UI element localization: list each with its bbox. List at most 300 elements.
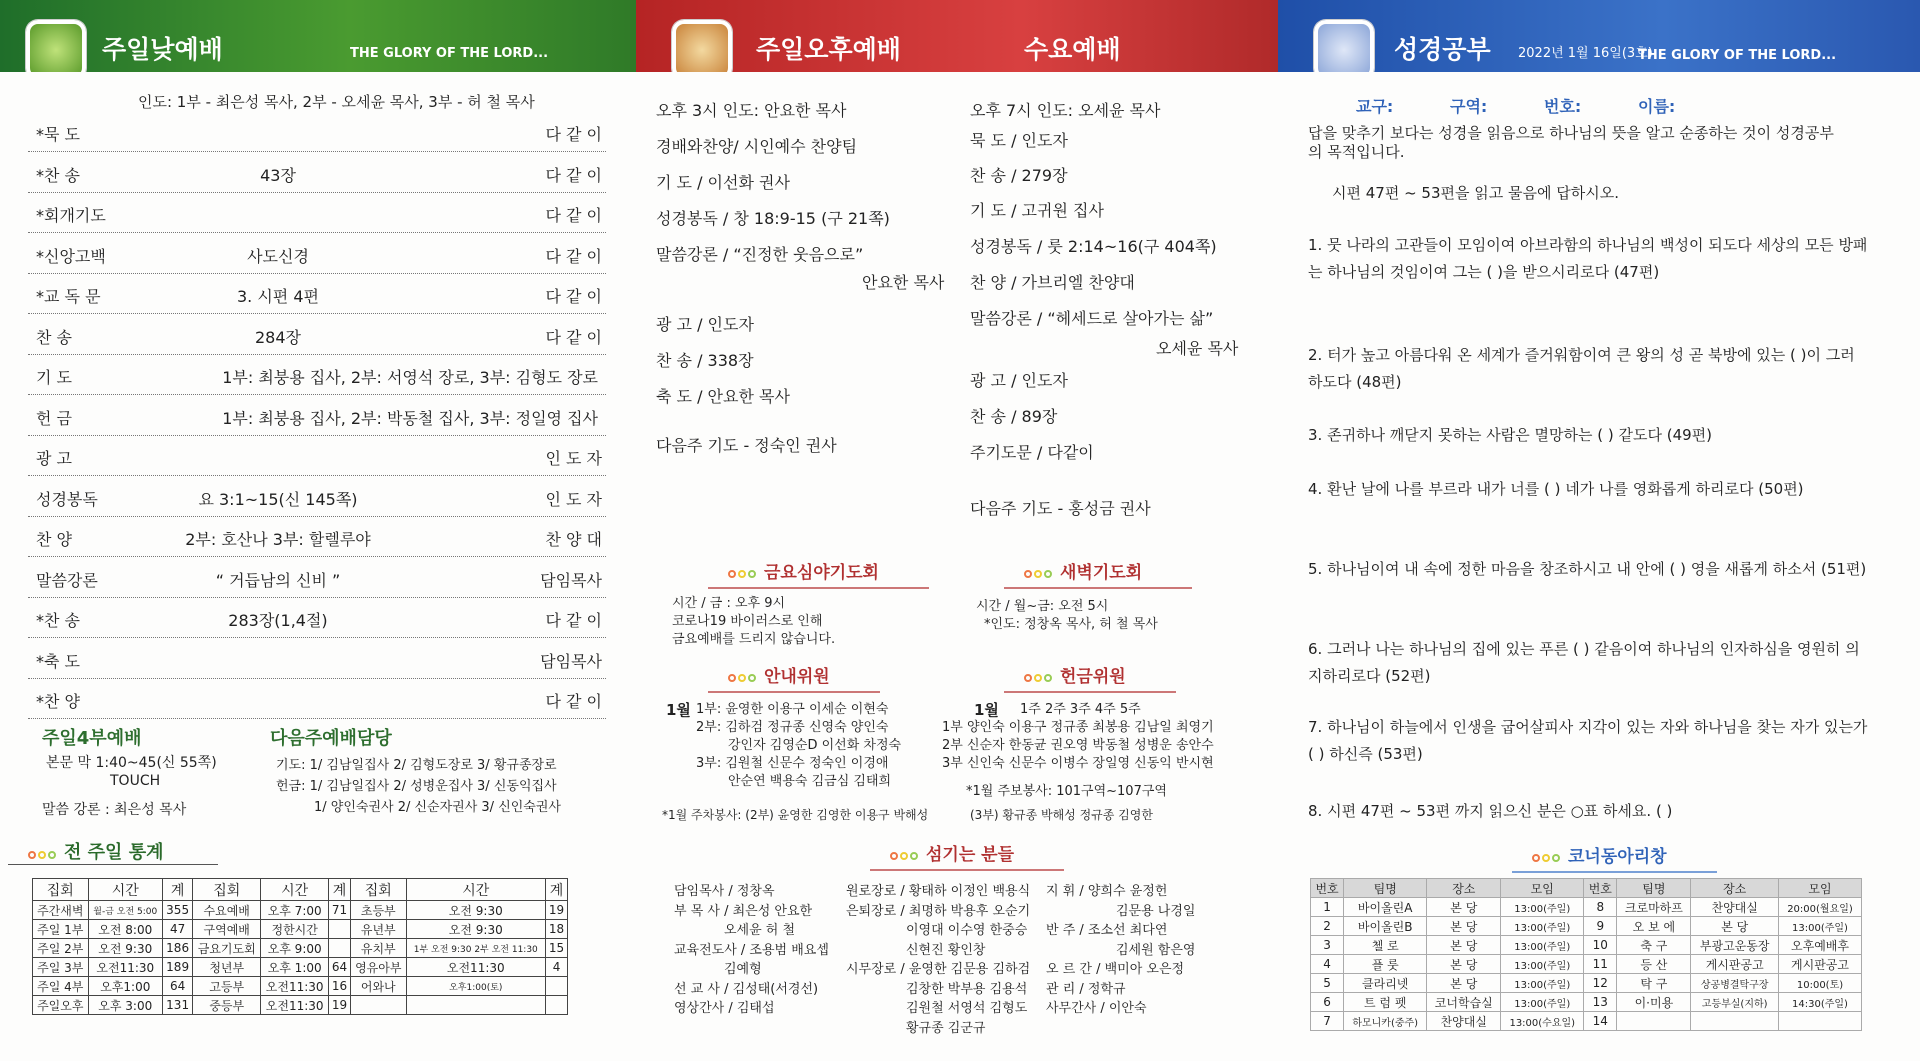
- stats-table: [32, 878, 568, 1015]
- table-cell: 64: [329, 958, 351, 977]
- table-cell: 6: [1311, 993, 1344, 1012]
- row-leader: 다 같 이: [545, 287, 602, 306]
- table-cell: 16: [329, 977, 351, 996]
- table-cell: 유년부: [351, 920, 407, 939]
- dots-icon: [28, 843, 58, 864]
- table-cell: 오전11:30: [261, 977, 329, 996]
- table-cell: 13: [1584, 993, 1617, 1012]
- s4-title: 주일4부예배: [42, 728, 142, 749]
- question: 3. 존귀하나 깨닫지 못하는 사람은 멸망하는 ( ) 같도다 (49편): [1308, 426, 1713, 444]
- table-cell: 계: [163, 879, 193, 901]
- row-leader: 다 같 이: [545, 165, 602, 185]
- study-subtitle: THE GLORY OF THE LORD...: [1638, 48, 1837, 63]
- row-item: 찬 양: [36, 530, 72, 549]
- table-cell: 본 당: [1427, 936, 1501, 955]
- row-item: 말씀강론: [36, 570, 98, 590]
- guide-line: 2부: 김하검 정규종 신영숙 양인숙: [696, 720, 889, 735]
- question: 6. 그러나 나는 하나님의 집에 있는 푸른 ( ) 같음이여 하나님의 인자하심을 영원히 의지하리로다 (52편): [1308, 640, 1860, 685]
- table-cell: 탁 구: [1617, 974, 1691, 993]
- servant-line: 김문용 나경일: [1116, 903, 1196, 919]
- service-row: [28, 639, 606, 679]
- servant-line: 오세윤 허 철: [724, 923, 796, 938]
- table-cell: 장소: [1427, 879, 1501, 898]
- table-cell: 18: [546, 920, 568, 939]
- table-cell: 바이올린B: [1344, 917, 1427, 936]
- wednesday-line: 묵 도 / 인도자: [970, 131, 1068, 150]
- servant-line: 영상간사 / 김태섭: [674, 1001, 775, 1016]
- row-detail: 1부: 최붕용 집사, 2부: 박동철 집사, 3부: 정일영 집사: [222, 408, 598, 428]
- table-cell: 19: [329, 996, 351, 1015]
- table-cell: 10: [1584, 936, 1617, 955]
- table-cell: 시간: [406, 879, 546, 901]
- row-item: *축 도: [36, 651, 80, 671]
- service-row: [28, 153, 606, 193]
- table-cell: 유치부: [351, 939, 407, 958]
- table-cell: [329, 920, 351, 939]
- table-row: [33, 879, 568, 901]
- row-item: 성경봉독: [36, 489, 98, 509]
- row-item: *찬 양: [36, 692, 80, 711]
- table-cell: 오전11:30: [261, 996, 329, 1015]
- wednesday-line: 주기도문 / 다같이: [970, 443, 1094, 462]
- table-row: [1311, 1012, 1862, 1031]
- offering-note: (3부) 황규종 박해성 정규종 김영한: [970, 808, 1153, 822]
- wednesday-line: 말씀강론 / “헤세드로 살아가는 삶”: [970, 309, 1214, 328]
- next-line: 1/ 양인숙권사 2/ 신순자권사 3/ 신인숙권사: [314, 800, 561, 815]
- table-cell: 오후 1:00: [261, 958, 329, 977]
- table-cell: 번호: [1311, 879, 1344, 898]
- table-cell: 모임: [1779, 879, 1862, 898]
- dots-icon: [728, 667, 758, 687]
- table-cell: 구역예배: [193, 920, 261, 939]
- row-item: *찬 송: [36, 611, 80, 630]
- servant-line: 김세원 함은영: [1116, 942, 1196, 958]
- table-cell: 10:00(토): [1779, 974, 1862, 993]
- table-cell: 47: [163, 920, 193, 939]
- table-cell: 시간: [261, 879, 329, 901]
- offering-line: 2부 신순자 한동균 권오영 박동철 성병운 송안수: [942, 738, 1214, 753]
- dots-icon: [1532, 847, 1562, 867]
- table-cell: 정한시간: [261, 920, 329, 939]
- servant-line: 반 주 / 조소선 최다연: [1046, 923, 1168, 938]
- table-cell: 시간: [88, 879, 163, 901]
- afternoon-title: 주일오후예배: [756, 35, 901, 64]
- table-cell: 13:00(주일): [1501, 898, 1584, 917]
- servant-line: 시무장로 / 윤영한 김문용 김하검: [846, 962, 1031, 977]
- friday-line: 금요예배를 드리지 않습니다.: [672, 632, 836, 647]
- table-cell: 19: [546, 901, 568, 920]
- table-cell: 14: [1584, 1012, 1617, 1031]
- service-row: [28, 598, 606, 638]
- table-row: [33, 901, 568, 920]
- table-cell: 상공병결탁구장: [1691, 974, 1779, 993]
- header-worship: [0, 0, 636, 72]
- table-cell: 본 당: [1691, 917, 1779, 936]
- table-cell: 본 당: [1427, 955, 1501, 974]
- table-cell: 본 당: [1427, 974, 1501, 993]
- choir-title: 코너동아리창: [1512, 842, 1717, 873]
- leaf-photo-icon: [26, 20, 86, 72]
- offering-line: 3부 신인숙 신문수 이병수 장일영 신동익 반시현: [942, 756, 1214, 771]
- study-date: 2022년 1월 16일(3호): [1518, 46, 1653, 61]
- wednesday-line: 찬 양 / 가브리엘 찬양대: [970, 273, 1135, 292]
- study-instruction: 시편 47편 ~ 53편을 읽고 물음에 답하시오.: [1332, 184, 1619, 202]
- table-cell: 오전 9:30: [406, 901, 546, 920]
- row-leader: 찬 양 대: [545, 530, 602, 549]
- question: 7. 하나님이 하늘에서 인생을 굽어살피사 지각이 있는 자와 하나님을 찾는 자가 있는가 ( ) 하신즉 (53편): [1308, 718, 1868, 763]
- offering-title: 헌금위원: [1004, 662, 1176, 693]
- afternoon-line: 오후 3시 인도: 안요한 목사: [656, 101, 847, 120]
- table-cell: 1: [1311, 898, 1344, 917]
- table-cell: 오전 8:00: [88, 920, 163, 939]
- table-cell: [406, 996, 546, 1015]
- row-leader: 인 도 자: [545, 489, 602, 509]
- table-cell: 번호: [1584, 879, 1617, 898]
- afternoon-line: 경배와찬양/ 시인예수 찬양팀: [656, 137, 858, 156]
- guide-title: 안내위원: [708, 662, 880, 693]
- table-cell: 4: [1311, 955, 1344, 974]
- table-cell: 131: [163, 996, 193, 1015]
- table-cell: 오전 9:30: [406, 920, 546, 939]
- table-cell: 13:00(주일): [1501, 955, 1584, 974]
- afternoon-line: 말씀강론 / “진정한 웃음으로”: [656, 245, 864, 264]
- table-cell: 오후 9:00: [261, 939, 329, 958]
- service-row: [28, 477, 606, 517]
- study-intro: 답을 맞추기 보다는 성경을 읽음으로 하나님의 뜻을 알고 순종하는 것이 성경공부의 목적입니다.: [1308, 124, 1834, 161]
- table-cell: 13:00(수요일): [1501, 1012, 1584, 1031]
- afternoon-line: 광 고 / 인도자: [656, 315, 754, 334]
- table-cell: 주일 2부: [33, 939, 89, 958]
- dots-icon: [890, 845, 920, 865]
- table-cell: 13:00(주일): [1779, 917, 1862, 936]
- afternoon-preacher: 안요한 목사: [862, 273, 945, 292]
- table-cell: 찬양대실: [1691, 898, 1779, 917]
- table-cell: 플 룻: [1344, 955, 1427, 974]
- table-cell: 오후 7:00: [261, 901, 329, 920]
- servant-line: 이영대 이수영 한중승: [906, 923, 1028, 938]
- offering-month: 1월: [974, 701, 999, 719]
- guide-line: 강인자 김영순D 이선화 차정숙: [728, 738, 902, 753]
- field-label: 이름:: [1638, 97, 1676, 116]
- row-item: *묵 도: [36, 125, 80, 144]
- table-cell: 12: [1584, 974, 1617, 993]
- table-cell: 본 당: [1427, 917, 1501, 936]
- wednesday-line: 찬 송 / 279장: [970, 166, 1068, 185]
- table-cell: 14:30(주일): [1779, 993, 1862, 1012]
- table-cell: 13:00(주일): [1501, 974, 1584, 993]
- table-row: [1311, 955, 1862, 974]
- table-cell: 355: [163, 901, 193, 920]
- table-cell: [351, 996, 407, 1015]
- table-cell: [329, 939, 351, 958]
- header-study: [1278, 0, 1920, 72]
- table-row: [33, 958, 568, 977]
- afternoon-line: 기 도 / 이선화 권사: [656, 173, 790, 192]
- next-line: 헌금: 1/ 김남일집사 2/ 성병운집사 3/ 신동익집사: [276, 779, 557, 794]
- table-cell: 13:00(주일): [1501, 936, 1584, 955]
- table-cell: 13:00(주일): [1501, 917, 1584, 936]
- wednesday-title: 수요예배: [1024, 35, 1121, 64]
- table-cell: 첼 로: [1344, 936, 1427, 955]
- row-item: 기 도: [36, 368, 72, 387]
- header-afternoon: [636, 0, 1278, 72]
- table-row: [1311, 879, 1862, 898]
- service-row: [28, 274, 606, 314]
- table-cell: 고등부: [193, 977, 261, 996]
- field-label: 구역:: [1450, 97, 1488, 116]
- table-cell: 등 산: [1617, 955, 1691, 974]
- service-row: [28, 193, 606, 233]
- servants-title: 섬기는 분들: [870, 840, 1064, 871]
- question: 8. 시편 47편 ~ 53편 까지 읽으신 분은 ○표 하세요. ( ): [1308, 802, 1673, 820]
- row-item: 헌 금: [36, 408, 72, 428]
- service-row: [28, 315, 606, 355]
- row-leader: 다 같 이: [545, 125, 602, 144]
- servant-line: 은퇴장로 / 최명하 박용후 오순기: [846, 903, 1031, 919]
- friday-line: 시간 / 금 : 오후 9시: [672, 596, 786, 611]
- table-cell: 월-금 오전 5:00: [88, 901, 163, 920]
- afternoon-line: 축 도 / 안요한 목사: [656, 387, 790, 406]
- row-detail: 사도신경: [247, 246, 309, 266]
- table-cell: 2: [1311, 917, 1344, 936]
- row-detail: 1부: 최붕용 집사, 2부: 서영석 장로, 3부: 김형도 장로: [222, 368, 598, 387]
- table-cell: 계: [329, 879, 351, 901]
- table-cell: 영유아부: [351, 958, 407, 977]
- row-detail: “ 거듭남의 신비 ”: [215, 570, 341, 590]
- dots-icon: [728, 563, 758, 583]
- dawn-line: *인도: 정창옥 목사, 허 철 목사: [984, 617, 1158, 632]
- table-cell: 189: [163, 958, 193, 977]
- question: 5. 하나님이여 내 속에 정한 마음을 창조하시고 내 안에 ( ) 영을 새롭게 하소서 (51편): [1308, 560, 1867, 578]
- wednesday-line: 찬 송 / 89장: [970, 407, 1058, 426]
- row-leader: 인 도 자: [545, 449, 602, 468]
- row-detail: 3. 시편 4편: [237, 287, 319, 306]
- table-cell: 게시판공고: [1691, 955, 1779, 974]
- wednesday-line: 광 고 / 인도자: [970, 371, 1068, 390]
- service-row: [28, 679, 606, 719]
- service-row: [28, 355, 606, 395]
- table-cell: 크로마하프: [1617, 898, 1691, 917]
- row-leader: 다 같 이: [545, 206, 602, 225]
- wednesday-preacher: 오세윤 목사: [1156, 339, 1239, 358]
- table-cell: 주일 4부: [33, 977, 89, 996]
- afternoon-line: 다음주 기도 - 정숙인 권사: [656, 436, 837, 455]
- flower-photo-icon: [672, 20, 732, 72]
- table-cell: 오전11:30: [406, 958, 546, 977]
- servant-line: 김예형: [724, 962, 762, 977]
- table-cell: 64: [163, 977, 193, 996]
- question: 4. 환난 날에 나를 부르라 내가 너를 ( ) 네가 나를 영화롭게 하리로다 (50편): [1308, 480, 1804, 498]
- table-cell: 13:00(주일): [1501, 993, 1584, 1012]
- table-cell: [546, 996, 568, 1015]
- table-row: [1311, 936, 1862, 955]
- table-cell: 중등부: [193, 996, 261, 1015]
- servant-line: 신현진 황인창: [906, 942, 986, 958]
- servant-line: 사무간사 / 이안숙: [1046, 1001, 1147, 1016]
- row-detail: 2부: 호산나 3부: 할렐루야: [185, 530, 371, 549]
- table-cell: 청년부: [193, 958, 261, 977]
- servant-line: 관 리 / 정학규: [1046, 981, 1126, 997]
- question: 2. 터가 높고 아름다워 온 세계가 즐거워함이여 큰 왕의 성 곧 북방에 있는 ( )이 그러하도다 (48편): [1308, 346, 1855, 391]
- friday-line: 코로나19 바이러스로 인해: [672, 614, 823, 629]
- table-cell: 오 보 에: [1617, 917, 1691, 936]
- guide-line: 1부: 윤영한 이용구 이세순 이현숙: [696, 702, 889, 717]
- table-cell: 고등부실(지하): [1691, 993, 1779, 1012]
- table-cell: 주간새벽: [33, 901, 89, 920]
- row-detail: 283장(1,4절): [228, 611, 328, 630]
- wednesday-line: 기 도 / 고귀원 집사: [970, 201, 1104, 220]
- guide-line: 3부: 김원철 신문수 정숙인 이경애: [696, 756, 889, 771]
- table-cell: 장소: [1691, 879, 1779, 898]
- table-cell: 주일오후: [33, 996, 89, 1015]
- table-cell: 오후1:00: [88, 977, 163, 996]
- row-item: *회개기도: [36, 206, 106, 225]
- row-leader: 다 같 이: [545, 327, 602, 347]
- row-leader: 담임목사: [540, 570, 602, 590]
- row-detail: 요 3:1~15(신 145쪽): [198, 489, 358, 509]
- guide-line: 안순연 백용숙 김금심 김태희: [728, 774, 892, 789]
- table-row: [33, 939, 568, 958]
- offering-note: *1월 주보봉사: 101구역~107구역: [966, 784, 1167, 799]
- row-item: 광 고: [36, 449, 72, 468]
- s4-line: TOUCH: [110, 773, 161, 789]
- service-row: [28, 517, 606, 557]
- friday-title: 금요심야기도회: [708, 558, 929, 589]
- study-title: 성경공부: [1394, 35, 1491, 64]
- choir-table: [1310, 878, 1862, 1031]
- servant-line: 김창한 박부용 김용석: [906, 981, 1028, 997]
- table-row: [1311, 898, 1862, 917]
- table-cell: [1691, 1012, 1779, 1031]
- table-row: [33, 996, 568, 1015]
- table-cell: 집회: [351, 879, 407, 901]
- row-leader: 다 같 이: [545, 246, 602, 266]
- row-detail: 284장: [255, 327, 301, 347]
- wednesday-line: 다음주 기도 - 홍성금 권사: [970, 499, 1151, 518]
- row-leader: 다 같 이: [545, 692, 602, 711]
- divider: [8, 864, 218, 865]
- table-row: [1311, 993, 1862, 1012]
- table-cell: 모임: [1501, 879, 1584, 898]
- service-row: [28, 112, 606, 152]
- table-cell: [546, 977, 568, 996]
- servant-line: 원로장로 / 황태하 이정인 백용식: [846, 884, 1031, 899]
- table-cell: 7: [1311, 1012, 1344, 1031]
- next-week-title: 다음주예배담당: [270, 728, 392, 749]
- dawn-line: 시간 / 월~금: 오전 5시: [976, 599, 1109, 614]
- table-cell: [1617, 1012, 1691, 1031]
- table-cell: 오전11:30: [88, 958, 163, 977]
- servant-line: 선 교 사 / 김성태(서경선): [674, 981, 819, 997]
- wednesday-line: 오후 7시 인도: 오세윤 목사: [970, 101, 1161, 120]
- wednesday-line: 성경봉독 / 룻 2:14~16(구 404쪽): [970, 237, 1217, 256]
- table-cell: 8: [1584, 898, 1617, 917]
- header-subtitle: THE GLORY OF THE LORD...: [350, 46, 549, 61]
- table-cell: 부광고운동장: [1691, 936, 1779, 955]
- row-detail: 43장: [260, 165, 296, 185]
- servant-line: 교육전도사 / 조용범 배요셉: [674, 942, 829, 958]
- table-cell: 오후1:00(토): [406, 977, 546, 996]
- table-cell: 초등부: [351, 901, 407, 920]
- table-cell: 바이올린A: [1344, 898, 1427, 917]
- servant-line: 담임목사 / 정창옥: [674, 884, 775, 899]
- servant-line: 오 르 간 / 백미아 오은정: [1046, 962, 1185, 977]
- row-item: 찬 송: [36, 327, 72, 347]
- service-row: [28, 234, 606, 274]
- field-label: 번호:: [1544, 97, 1582, 116]
- flower-blue-photo-icon: [1314, 20, 1374, 72]
- table-cell: 71: [329, 901, 351, 920]
- servant-line: 김원철 서영석 김형도: [906, 1001, 1028, 1016]
- service-row: [28, 558, 606, 598]
- offering-head: 1주 2주 3주 4주 5주: [1020, 702, 1141, 717]
- table-cell: 게시판공고: [1779, 955, 1862, 974]
- row-item: *신앙고백: [36, 246, 106, 266]
- table-cell: 3: [1311, 936, 1344, 955]
- table-cell: 축 구: [1617, 936, 1691, 955]
- table-cell: 트 럼 펫: [1344, 993, 1427, 1012]
- stats-title: 전 주일 통계: [28, 838, 163, 864]
- table-cell: 5: [1311, 974, 1344, 993]
- guide-note: *1월 주차봉사: (2부) 윤영한 김영한 이용구 박해성: [662, 808, 929, 822]
- row-item: *찬 송: [36, 165, 80, 185]
- dawn-title: 새벽기도회: [1004, 558, 1192, 589]
- table-cell: 오전 9:30: [88, 939, 163, 958]
- table-cell: 코너학습실: [1427, 993, 1501, 1012]
- guide-month: 1월: [666, 701, 691, 719]
- row-item: *교 독 문: [36, 287, 101, 306]
- dots-icon: [1024, 563, 1054, 583]
- service-row: [28, 396, 606, 436]
- table-cell: 클라리넷: [1344, 974, 1427, 993]
- afternoon-line: 찬 송 / 338장: [656, 351, 754, 370]
- table-row: [33, 977, 568, 996]
- table-cell: 계: [546, 879, 568, 901]
- table-cell: 20:00(월요일): [1779, 898, 1862, 917]
- table-cell: 15: [546, 939, 568, 958]
- s4-line: 말씀 강론 : 최은성 목사: [42, 802, 187, 818]
- dots-icon: [1024, 667, 1054, 687]
- table-cell: 이·미용: [1617, 993, 1691, 1012]
- table-cell: 집회: [193, 879, 261, 901]
- offering-line: 1부 양인숙 이용구 정규종 최봉용 김남일 최영기: [942, 720, 1214, 735]
- question: 1. 뭇 나라의 고관들이 모임이여 아브라함의 하나님의 백성이 되도다 세상의 모든 방패는 하나님의 것임이여 그는 ( )을 받으시리로다 (47편): [1308, 236, 1868, 281]
- table-cell: 186: [163, 939, 193, 958]
- leaders-line: 인도: 1부 - 최은성 목사, 2부 - 오세윤 목사, 3부 - 허 철 목사: [138, 93, 535, 111]
- service-row: [28, 436, 606, 476]
- table-cell: 1부 오전 9:30 2부 오전 11:30: [406, 939, 546, 958]
- row-leader: 담임목사: [540, 651, 602, 671]
- table-row: [1311, 917, 1862, 936]
- table-row: [1311, 974, 1862, 993]
- table-cell: 팀명: [1344, 879, 1427, 898]
- s4-line: 본문 막 1:40~45(신 55쪽): [46, 755, 217, 771]
- servant-line: 지 휘 / 양희수 윤정헌: [1046, 884, 1168, 899]
- row-leader: 다 같 이: [545, 611, 602, 630]
- table-cell: 수요예배: [193, 901, 261, 920]
- table-cell: 본 당: [1427, 898, 1501, 917]
- table-cell: 찬양대실: [1427, 1012, 1501, 1031]
- table-cell: 어와나: [351, 977, 407, 996]
- table-row: [33, 920, 568, 939]
- table-cell: 금요기도회: [193, 939, 261, 958]
- afternoon-line: 성경봉독 / 창 18:9-15 (구 21쪽): [656, 209, 890, 228]
- field-label: 교구:: [1356, 97, 1394, 116]
- table-cell: 9: [1584, 917, 1617, 936]
- servant-line: 황규종 김군규: [906, 1020, 986, 1036]
- table-cell: 오후 3:00: [88, 996, 163, 1015]
- table-cell: 4: [546, 958, 568, 977]
